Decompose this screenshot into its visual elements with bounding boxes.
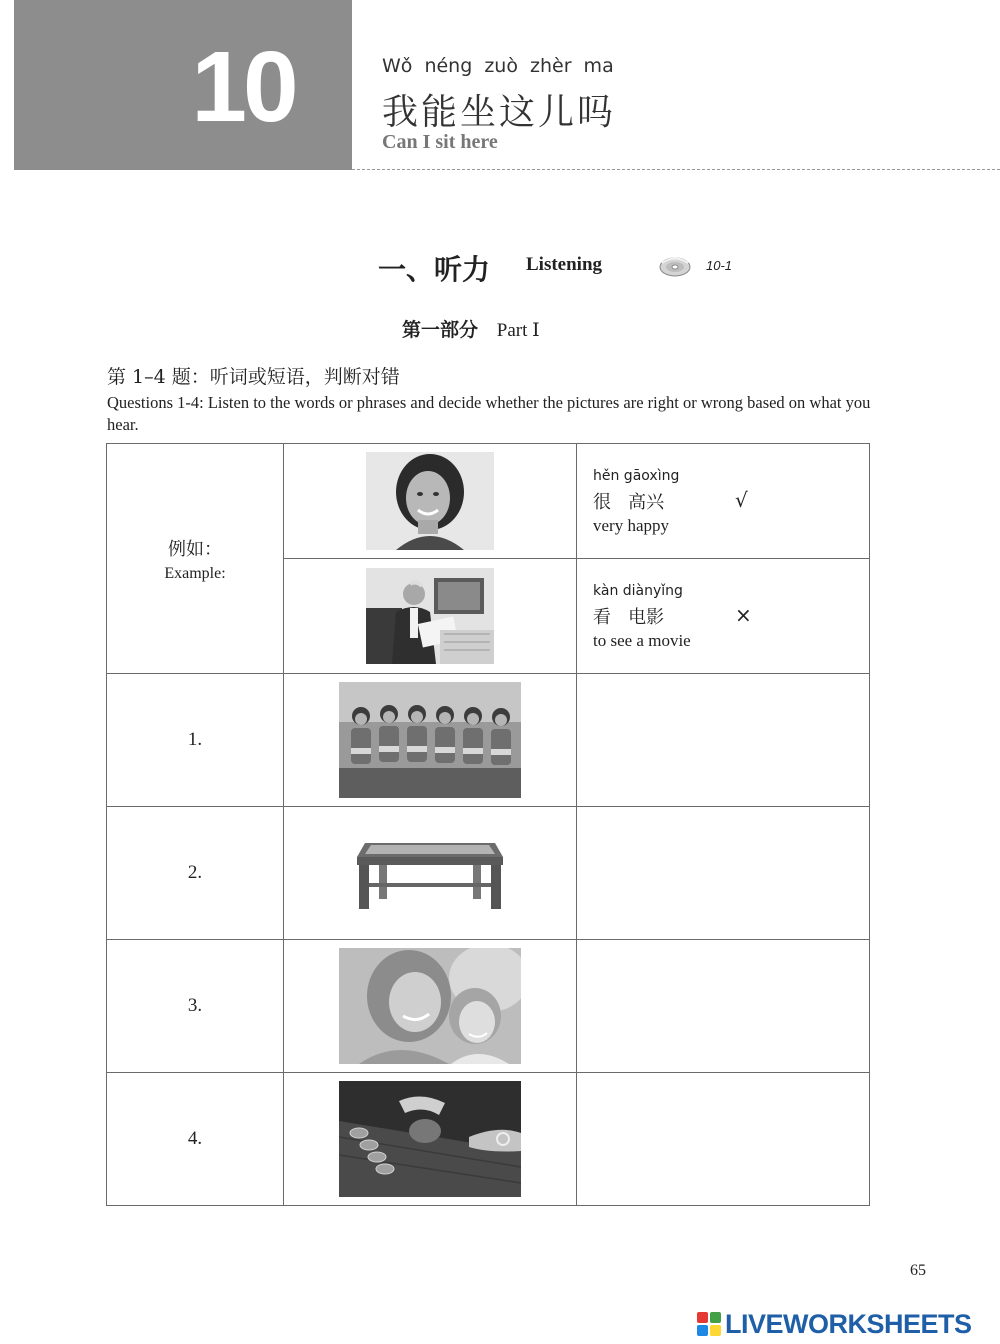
part-heading: [402, 315, 540, 342]
example-label-english: Example:: [164, 564, 226, 582]
example-word-cell-2: [577, 559, 870, 674]
example-row-1: [107, 444, 870, 559]
question-4-picture-cell: [284, 1073, 577, 1206]
section-title-english: Listening: [526, 254, 603, 275]
question-row-4: [107, 1073, 870, 1206]
example-label-chinese: 例如：: [168, 538, 222, 560]
instructions-english: Questions 1-4: Listen to the words or phrases and decide whether the pictures are right or wrong based on what you hear.: [107, 393, 871, 434]
question-2-number: 2.: [187, 862, 203, 883]
example-2-english: to see a movie: [593, 631, 691, 650]
table-photo: [355, 835, 505, 911]
cd-audio-icon[interactable]: [658, 254, 692, 278]
question-row-1: [107, 674, 870, 807]
question-1-picture-cell: [284, 674, 577, 807]
example-1-chinese: 很 高兴: [593, 492, 665, 513]
lesson-title-english: Can I sit here: [382, 131, 498, 153]
example-picture-cell: [284, 559, 577, 674]
example-1-english: very happy: [593, 516, 670, 535]
lesson-title-pinyin: Wǒ néng zuò zhèr ma: [382, 55, 614, 77]
question-row-2: [107, 807, 870, 940]
question-4-number: 4.: [187, 1128, 203, 1149]
example-1-check-mark: √: [735, 488, 748, 512]
seated-women-photo: [339, 682, 521, 798]
question-number-cell: [107, 940, 284, 1073]
instructions-chinese: 第 1–4 题：听词或短语，判断对错: [107, 366, 400, 388]
question-1-number: 1.: [187, 729, 203, 750]
part-title-chinese: 第一部分: [402, 319, 479, 341]
lesson-number: 10: [191, 31, 295, 143]
question-3-picture-cell: [284, 940, 577, 1073]
example-label-cell: [107, 444, 284, 674]
audio-track-number: 10-1: [706, 258, 733, 273]
question-3-answer-cell[interactable]: [577, 940, 870, 1073]
section-title-chinese: 一、听力: [378, 253, 491, 286]
part-title-english: Part Ⅰ: [496, 320, 540, 341]
question-number-cell: [107, 1073, 284, 1206]
lesson-title-chinese: 我能坐这儿吗: [382, 92, 617, 133]
tea-pouring-photo: [339, 1081, 521, 1197]
question-number-cell: [107, 807, 284, 940]
example-2-pinyin: kàn diànyǐng: [593, 583, 683, 599]
question-3-number: 3.: [187, 995, 203, 1016]
example-1-pinyin: hěn gāoxìng: [593, 468, 680, 484]
logo-blocks-icon: [697, 1312, 723, 1336]
liveworksheets-wordmark: LIVEWORKSHEETS: [725, 1309, 972, 1339]
question-number-cell: [107, 674, 284, 807]
example-word-cell-1: [577, 444, 870, 559]
lesson-number-box: [14, 0, 352, 170]
question-2-picture-cell: [284, 807, 577, 940]
question-1-answer-cell[interactable]: [577, 674, 870, 807]
question-row-3: [107, 940, 870, 1073]
example-2-chinese: 看 电影: [593, 607, 665, 628]
question-4-answer-cell[interactable]: [577, 1073, 870, 1206]
header-divider: [352, 169, 1000, 170]
smiling-girl-photo: [366, 452, 494, 550]
man-reading-photo: [366, 568, 494, 664]
exercise-table: [106, 443, 870, 1206]
example-picture-cell: [284, 444, 577, 559]
mother-daughter-photo: [339, 948, 521, 1064]
page-number: 65: [910, 1262, 926, 1279]
question-2-answer-cell[interactable]: [577, 807, 870, 940]
example-2-cross-mark: ×: [735, 603, 752, 627]
